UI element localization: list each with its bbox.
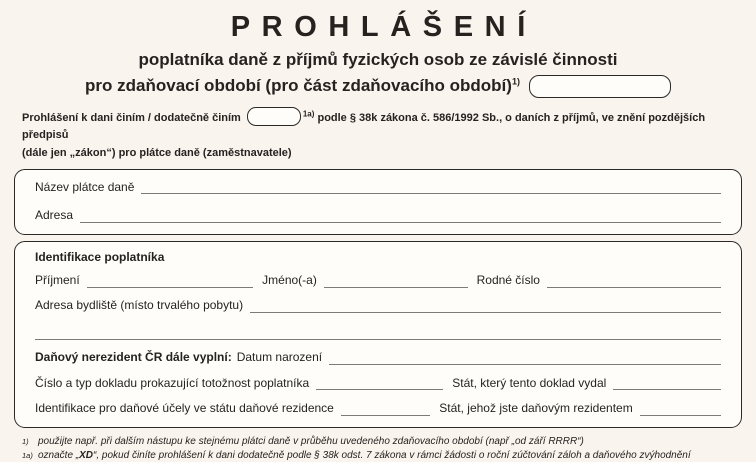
intro-text-after-box: podle § 38k zákona č. 586/1992 Sb., o daních z příjmů, ve znění pozdějších předpisů [22,111,706,142]
resident-state-label: Stát, jehož jste daňovým rezidentem [439,401,633,416]
birth-number-label: Rodné číslo [476,273,540,288]
tax-residence-id-field[interactable] [341,403,430,416]
payer-address-label: Adresa [35,208,74,223]
form-subtitle-line1: poplatníka daně z příjmů fyzických osob ze závislé činnosti [138,49,618,69]
birth-date-field[interactable] [329,352,721,365]
form-title: PROHLÁŠENÍ [230,11,537,43]
footnote-1a-emphasis: XD [79,449,94,461]
payer-address-row [35,209,721,223]
residence-continuation-row [35,327,721,340]
footnote-1-ref: 1) [22,437,29,447]
resident-state-field[interactable] [640,403,721,416]
residence-row [35,299,721,313]
payer-name-row [35,181,721,195]
intro-text-before-box: Prohlášení k dani činím / dodatečně činím [22,111,241,124]
nonresident-row [35,351,721,365]
document-state-field[interactable] [613,377,721,390]
footnote-ref-1: 1) [511,76,520,87]
footnotes [22,435,740,462]
form-subtitle-row [0,75,756,98]
birth-number-field[interactable] [547,275,721,288]
footnote-ref-1a: 1a) [302,109,315,119]
intro-text-line2: (dále jen „zákon“) pro plátce daně (zaměstnavatele) [22,147,292,160]
document-field[interactable] [316,377,443,390]
period-input-box[interactable] [529,75,671,98]
tax-residence-id-label: Identifikace pro daňové účely ve státu daňové rezidence [35,401,334,416]
tax-residence-row [35,402,721,416]
residence-label: Adresa bydliště (místo trvalého pobytu) [35,298,244,313]
form-subtitle-line2: pro zdaňovací období (pro část zdaňovacího období)$^{1)}$ [85,76,520,96]
nonresident-label: Daňový nerezident ČR dále vyplní: [35,349,232,364]
residence-field-line2[interactable] [35,327,721,340]
payer-address-field[interactable] [80,210,721,223]
footnote-1-text: použijte např. při dalším nástupu ke stejnému plátci daně v průběhu uvedeného zdaňovacího období (např „od září RRRR“) [38,436,584,448]
payer-section [14,169,742,236]
payer-name-field[interactable] [141,181,721,194]
birth-date-label: Datum narození [236,349,323,364]
identity-document-row [35,377,721,391]
footnote-1a-text: označte „XD“, pokud činíte prohlášení k dani dodatečně podle § 38k odst. 7 zákona v rámci žádosti o roční zúčtování záloh a daňového zvýhodnění [38,449,691,461]
surname-label: Příjmení [35,273,80,288]
firstname-field[interactable] [324,275,468,288]
intro-paragraph [22,107,740,163]
payer-name-label: Název plátce daně [35,179,135,194]
taxpayer-section-heading: Identifikace poplatníka [35,250,165,265]
taxpayer-section [14,241,742,428]
firstname-label: Jméno(-a) [262,273,317,288]
footnote-1 [22,435,740,449]
footnote-1a-ref: 1a) [22,450,33,460]
document-state-label: Stát, který tento doklad vydal [452,375,607,390]
surname-field[interactable] [87,275,253,288]
document-label: Číslo a typ dokladu prokazující totožnost poplatníka [35,375,310,390]
additional-declaration-input-box[interactable] [247,107,301,126]
taxpayer-name-row [35,274,721,288]
footnote-1a [22,449,740,462]
residence-field[interactable] [250,300,721,313]
